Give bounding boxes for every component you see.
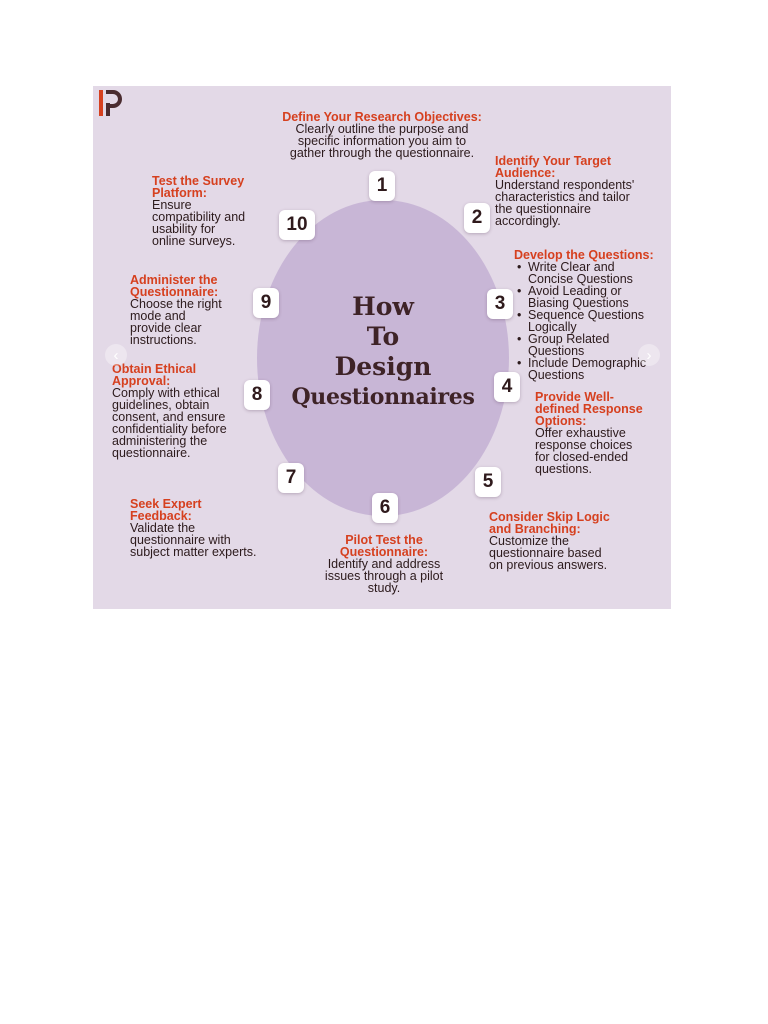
step-4-number: 4 <box>494 372 520 402</box>
step-8-title: Obtain Ethical Approval: <box>112 362 197 388</box>
step-6-title: Pilot Test the Questionnaire: <box>339 533 429 559</box>
step-5-title: Consider Skip Logic and Branching: <box>489 510 610 536</box>
step-7-block <box>130 498 256 558</box>
step-5-number: 5 <box>475 467 501 497</box>
step-2-title: Identify Your Target Audience: <box>495 154 611 180</box>
carousel-next-arrow-icon[interactable]: › <box>638 344 660 366</box>
step-1-title: Define Your Research Objectives: <box>282 110 482 124</box>
step-1-body: Clearly outline the purpose and specific information you aim to gather through the questionnaire. <box>289 122 475 160</box>
step-6-body: Identify and address issues through a pilot study. <box>324 557 444 595</box>
center-title-line: Questionnaires <box>291 384 475 410</box>
step-5-body: Customize the questionnaire based on previous answers. <box>489 534 608 572</box>
step-3-number: 3 <box>487 289 513 319</box>
step-10-title: Test the Survey Platform: <box>152 174 245 200</box>
step-2-block <box>495 155 634 227</box>
list-item: • Include Demographic Questions <box>514 357 654 381</box>
step-7-title: Seek Expert Feedback: <box>130 497 202 523</box>
step-8-body: Comply with ethical guidelines, obtain consent, and ensure confidentiality before administering the questionnaire. <box>112 386 227 460</box>
step-7-body: Validate the questionnaire with subject matter experts. <box>130 521 257 559</box>
step-1-block <box>272 111 492 159</box>
step-9-title: Administer the Questionnaire: <box>130 273 219 299</box>
step-4-title: Provide Well- defined Response Options: <box>535 390 643 428</box>
step-9-block <box>130 274 222 346</box>
list-item: • Sequence Questions Logically <box>514 309 654 333</box>
step-3-title: Develop the Questions: <box>514 248 654 262</box>
step-9-number: 9 <box>253 288 279 318</box>
questionnaire-infographic <box>93 86 671 609</box>
step-9-body: Choose the right mode and provide clear instructions. <box>130 297 222 347</box>
step-10-body: Ensure compatibility and usability for online surveys. <box>152 198 246 248</box>
step-6-block <box>302 534 466 594</box>
step-10-block <box>152 175 245 247</box>
center-title-line: How <box>352 292 414 321</box>
step-2-number: 2 <box>464 203 490 233</box>
list-item: • Group Related Questions <box>514 333 654 357</box>
center-title-line: Design <box>334 352 432 381</box>
step-4-body: Offer exhaustive response choices for closed-ended questions. <box>535 426 633 476</box>
step-3-bullet-list <box>514 261 654 381</box>
step-7-number: 7 <box>278 463 304 493</box>
carousel-prev-arrow-icon[interactable]: ‹ <box>105 344 127 366</box>
list-item: • Avoid Leading or Biasing Questions <box>514 285 654 309</box>
step-8-block <box>112 363 227 459</box>
step-1-number: 1 <box>369 171 395 201</box>
step-4-block <box>535 391 643 475</box>
step-2-body: Understand respondents' characteristics and tailor the questionnaire accordingly. <box>495 178 635 228</box>
step-10-number: 10 <box>279 210 315 240</box>
center-title-line: To <box>366 322 400 351</box>
list-item: • Write Clear and Concise Questions <box>514 261 654 285</box>
step-8-number: 8 <box>244 380 270 410</box>
step-6-number: 6 <box>372 493 398 523</box>
step-3-block <box>514 249 654 381</box>
step-5-block <box>489 511 610 571</box>
center-title <box>257 292 509 412</box>
p-logo-icon <box>99 90 123 116</box>
